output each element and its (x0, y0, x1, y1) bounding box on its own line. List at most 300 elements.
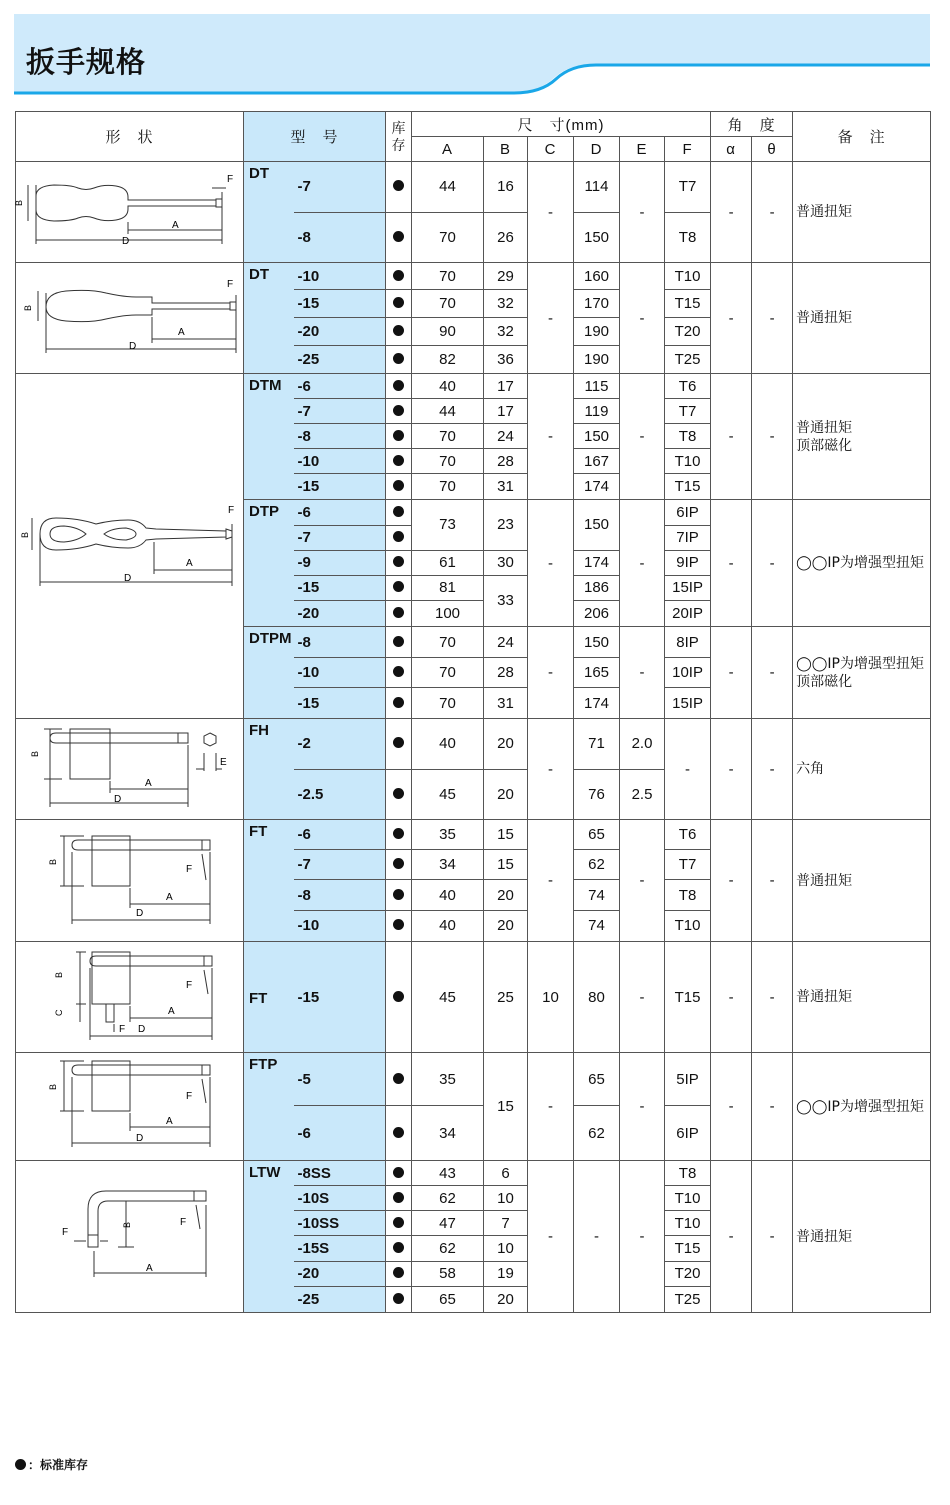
val-d: 174 (574, 474, 620, 500)
stock-cell (386, 162, 412, 213)
stock-dot-icon (393, 919, 404, 930)
model-prefix: FTP (244, 1053, 294, 1161)
label-b: B (14, 199, 24, 206)
label-c: C (54, 1009, 64, 1016)
val-a: 70 (412, 474, 484, 500)
val-d: 74 (574, 880, 620, 910)
shape-ftp (16, 1053, 244, 1161)
stock-dot-icon (393, 666, 404, 677)
stock-cell (386, 1286, 412, 1312)
val-f: T7 (665, 399, 711, 424)
val-b: 30 (484, 550, 528, 575)
val-f: T20 (665, 1261, 711, 1286)
remark: 普通扭矩 (793, 820, 931, 942)
table-row (16, 1053, 931, 1106)
header-remark: 备 注 (793, 112, 931, 162)
val-alpha: - (711, 719, 752, 820)
val-b: 6 (484, 1161, 528, 1186)
model-suffix: -15S (294, 1236, 386, 1261)
remark: 普通扭矩 (793, 162, 931, 263)
val-f: T8 (665, 1161, 711, 1186)
val-a: 100 (412, 601, 484, 627)
val-alpha: - (711, 942, 752, 1053)
val-a: 70 (412, 627, 484, 658)
remark: 普通扭矩 (793, 1161, 931, 1313)
val-f: T25 (665, 346, 711, 374)
val-a: 40 (412, 719, 484, 770)
stock-dot-icon (393, 480, 404, 491)
model-suffix: -15 (294, 575, 386, 601)
val-f: T7 (665, 850, 711, 880)
model-suffix: -6 (294, 374, 386, 399)
stock-cell (386, 1236, 412, 1261)
col-f: F (665, 137, 711, 162)
val-e: - (620, 1053, 665, 1161)
val-a: 45 (412, 769, 484, 820)
val-a: 61 (412, 550, 484, 575)
val-b: 10 (484, 1236, 528, 1261)
table-row (16, 942, 931, 1053)
label-b: B (54, 971, 64, 978)
val-e: - (620, 1161, 665, 1313)
val-a: 35 (412, 820, 484, 850)
val-d: 150 (574, 212, 620, 263)
col-b: B (484, 137, 528, 162)
val-f: T8 (665, 424, 711, 449)
val-d: 115 (574, 374, 620, 399)
val-f: T15 (665, 474, 711, 500)
header-size: 尺 寸(mm) (412, 112, 711, 137)
val-c: - (528, 263, 574, 374)
model-prefix: DT (244, 263, 294, 374)
label-d: D (129, 341, 137, 352)
stock-cell (386, 688, 412, 719)
val-c: - (528, 374, 574, 500)
remark: 普通扭矩 顶部磁化 (793, 374, 931, 500)
val-theta: - (752, 162, 793, 263)
val-f: 6IP (665, 1106, 711, 1161)
model-suffix: -15 (294, 942, 386, 1053)
stock-cell (386, 474, 412, 500)
val-c: - (528, 719, 574, 820)
shape-ft (16, 820, 244, 942)
val-d: 186 (574, 575, 620, 601)
val-a: 44 (412, 162, 484, 213)
val-a: 40 (412, 880, 484, 910)
stock-dot-icon (393, 1267, 404, 1278)
val-f: 5IP (665, 1053, 711, 1106)
label-b: B (48, 1083, 58, 1090)
stock-dot-icon (393, 430, 404, 441)
val-b: 32 (484, 318, 528, 346)
label-a: A (146, 1263, 153, 1274)
label-a: A (166, 1116, 173, 1127)
val-alpha: - (711, 1053, 752, 1161)
col-d: D (574, 137, 620, 162)
label-b: B (23, 304, 33, 311)
remark: 普通扭矩 (793, 263, 931, 374)
val-theta: - (752, 942, 793, 1053)
model-prefix: DTM (244, 374, 294, 500)
val-a: 47 (412, 1211, 484, 1236)
stock-dot-icon (393, 380, 404, 391)
stock-cell (386, 719, 412, 770)
val-f: 20IP (665, 601, 711, 627)
val-a: 34 (412, 850, 484, 880)
label-f2: F (180, 1217, 187, 1228)
val-b: 19 (484, 1261, 528, 1286)
stock-cell (386, 769, 412, 820)
val-alpha: - (711, 263, 752, 374)
shape-fh (16, 719, 244, 820)
stock-dot-icon (393, 607, 404, 618)
stock-dot-icon (393, 697, 404, 708)
val-f: T6 (665, 820, 711, 850)
col-c: C (528, 137, 574, 162)
stock-cell (386, 263, 412, 290)
stock-cell (386, 601, 412, 627)
stock-cell (386, 318, 412, 346)
t-handle-diagram (16, 942, 244, 1052)
model-suffix: -20 (294, 1261, 386, 1286)
val-d: 80 (574, 942, 620, 1053)
val-f: T25 (665, 1286, 711, 1312)
val-b: 32 (484, 290, 528, 318)
val-a: 62 (412, 1236, 484, 1261)
model-prefix: DTPM (244, 627, 294, 719)
val-f: T8 (665, 212, 711, 263)
val-f: T7 (665, 162, 711, 213)
val-f: 9IP (665, 550, 711, 575)
table-row (16, 374, 931, 399)
val-d: 190 (574, 318, 620, 346)
t-handle-diagram (16, 1053, 244, 1160)
label-d: D (114, 794, 122, 805)
val-alpha: - (711, 820, 752, 942)
val-f: 10IP (665, 658, 711, 688)
stock-cell (386, 658, 412, 688)
val-alpha: - (711, 374, 752, 500)
val-d: 170 (574, 290, 620, 318)
l-wrench-diagram (16, 1161, 244, 1312)
val-d: 150 (574, 627, 620, 658)
val-b: 7 (484, 1211, 528, 1236)
val-b: 16 (484, 162, 528, 213)
stock-cell (386, 449, 412, 474)
model-suffix: -2.5 (294, 769, 386, 820)
shape-ltw (16, 1161, 244, 1313)
model-suffix: -15 (294, 474, 386, 500)
val-d: 174 (574, 688, 620, 719)
stock-cell (386, 1186, 412, 1211)
stock-dot-icon (393, 270, 404, 281)
label-b: B (122, 1221, 132, 1228)
val-c: - (528, 1053, 574, 1161)
model-suffix: -8 (294, 880, 386, 910)
model-suffix: -9 (294, 550, 386, 575)
label-d: D (136, 908, 144, 919)
model-suffix: -8 (294, 212, 386, 263)
val-b: 20 (484, 769, 528, 820)
legend-text: ：标准库存 (28, 1458, 89, 1472)
label-a: A (145, 778, 152, 789)
model-prefix: FT (244, 820, 294, 942)
label-b: B (30, 750, 40, 757)
stock-cell (386, 850, 412, 880)
val-c: - (528, 627, 574, 719)
label-f: F (186, 864, 193, 875)
remark: ◯◯IP为增强型扭矩 (793, 500, 931, 627)
label-d: D (136, 1133, 144, 1144)
label-f: F (186, 1091, 193, 1102)
model-suffix: -8 (294, 424, 386, 449)
val-d: 150 (574, 424, 620, 449)
val-theta: - (752, 820, 793, 942)
stock-dot-icon (393, 297, 404, 308)
model-suffix: -10S (294, 1186, 386, 1211)
val-f: 7IP (665, 525, 711, 550)
stock-cell (386, 910, 412, 941)
model-suffix: -10SS (294, 1211, 386, 1236)
val-f: T10 (665, 1211, 711, 1236)
val-theta: - (752, 1161, 793, 1313)
val-a: 81 (412, 575, 484, 601)
screwdriver-diagram (16, 162, 244, 262)
val-b: 33 (484, 575, 528, 627)
model-prefix: DTP (244, 500, 294, 627)
shape-dt-large (16, 263, 244, 374)
val-b: 10 (484, 1186, 528, 1211)
label-a: A (178, 327, 185, 338)
stock-dot-icon (393, 531, 404, 542)
stock-dot-icon (393, 1192, 404, 1203)
val-b: 20 (484, 719, 528, 770)
val-b: 31 (484, 688, 528, 719)
col-a: A (412, 137, 484, 162)
val-b: 28 (484, 658, 528, 688)
model-suffix: -15 (294, 688, 386, 719)
col-theta: θ (752, 137, 793, 162)
val-b: 20 (484, 880, 528, 910)
table-row (16, 1161, 931, 1186)
stock-dot-icon (393, 1127, 404, 1138)
table-row (16, 820, 931, 850)
val-f: 8IP (665, 627, 711, 658)
col-alpha: α (711, 137, 752, 162)
model-suffix: -7 (294, 162, 386, 213)
spec-table (15, 111, 931, 1313)
model-suffix: -8SS (294, 1161, 386, 1186)
stock-dot-icon (393, 506, 404, 517)
val-e: - (620, 374, 665, 500)
val-alpha: - (711, 500, 752, 627)
val-e: - (620, 820, 665, 942)
stock-dot-icon (15, 1459, 26, 1470)
val-a: 35 (412, 1053, 484, 1106)
header-banner (14, 14, 930, 96)
table-row (16, 263, 931, 290)
page-title: 扳手规格 (26, 45, 147, 79)
header-stock: 库存 (386, 112, 412, 162)
val-f: T10 (665, 263, 711, 290)
stock-cell (386, 820, 412, 850)
val-a: 82 (412, 346, 484, 374)
val-c: - (528, 820, 574, 942)
val-a: 73 (412, 500, 484, 551)
val-a: 43 (412, 1161, 484, 1186)
stock-dot-icon (393, 788, 404, 799)
model-suffix: -7 (294, 850, 386, 880)
label-a: A (166, 892, 173, 903)
val-e: - (620, 942, 665, 1053)
val-a: 44 (412, 399, 484, 424)
label-b: B (48, 858, 58, 865)
val-b: 15 (484, 1053, 528, 1161)
model-suffix: -20 (294, 601, 386, 627)
val-e: - (620, 263, 665, 374)
remark: 普通扭矩 (793, 942, 931, 1053)
val-f: T10 (665, 910, 711, 941)
val-b: 17 (484, 374, 528, 399)
stock-dot-icon (393, 581, 404, 592)
model-suffix: -10 (294, 658, 386, 688)
val-d: 62 (574, 850, 620, 880)
stock-dot-icon (393, 180, 404, 191)
val-a: 40 (412, 910, 484, 941)
stock-dot-icon (393, 325, 404, 336)
label-b: B (20, 531, 30, 538)
model-prefix: FH (244, 719, 294, 820)
stock-dot-icon (393, 231, 404, 242)
val-b: 20 (484, 910, 528, 941)
stock-cell (386, 374, 412, 399)
val-b: 24 (484, 627, 528, 658)
val-a: 70 (412, 688, 484, 719)
stock-dot-icon (393, 858, 404, 869)
label-d: D (122, 236, 130, 247)
val-f: T15 (665, 1236, 711, 1261)
stock-dot-icon (393, 828, 404, 839)
stock-dot-icon (393, 556, 404, 567)
stock-dot-icon (393, 737, 404, 748)
stock-cell (386, 575, 412, 601)
val-theta: - (752, 500, 793, 627)
model-suffix: -10 (294, 263, 386, 290)
val-d: 165 (574, 658, 620, 688)
screwdriver-diagram (16, 263, 244, 373)
val-f: - (665, 719, 711, 820)
stock-cell (386, 550, 412, 575)
model-suffix: -25 (294, 1286, 386, 1312)
stock-legend (15, 1456, 88, 1473)
val-f: T8 (665, 880, 711, 910)
model-suffix: -15 (294, 290, 386, 318)
stock-cell (386, 1161, 412, 1186)
val-d: 174 (574, 550, 620, 575)
val-e: - (620, 500, 665, 627)
val-a: 70 (412, 449, 484, 474)
val-d: 167 (574, 449, 620, 474)
val-d: 119 (574, 399, 620, 424)
stock-cell (386, 290, 412, 318)
val-c: - (528, 162, 574, 263)
val-b: 15 (484, 850, 528, 880)
val-b: 36 (484, 346, 528, 374)
val-c: - (528, 500, 574, 627)
stock-dot-icon (393, 1293, 404, 1304)
model-suffix: -25 (294, 346, 386, 374)
val-a: 40 (412, 374, 484, 399)
model-suffix: -6 (294, 1106, 386, 1161)
val-a: 62 (412, 1186, 484, 1211)
val-alpha: - (711, 1161, 752, 1313)
stock-cell (386, 346, 412, 374)
stock-cell (386, 424, 412, 449)
val-b: 25 (484, 942, 528, 1053)
val-e: 2.0 (620, 719, 665, 770)
val-d: 114 (574, 162, 620, 213)
val-c: - (528, 1161, 574, 1313)
val-theta: - (752, 263, 793, 374)
val-d: 190 (574, 346, 620, 374)
val-f: T15 (665, 290, 711, 318)
col-e: E (620, 137, 665, 162)
header-model: 型 号 (244, 112, 386, 162)
val-d: 65 (574, 1053, 620, 1106)
val-d: 71 (574, 719, 620, 770)
screwdriver-diagram (16, 374, 244, 718)
val-f: 15IP (665, 688, 711, 719)
model-suffix: -6 (294, 500, 386, 526)
label-e: E (220, 757, 227, 768)
val-b: 17 (484, 399, 528, 424)
val-d: 62 (574, 1106, 620, 1161)
model-suffix: -10 (294, 910, 386, 941)
val-a: 70 (412, 263, 484, 290)
val-b: 26 (484, 212, 528, 263)
remark: 六角 (793, 719, 931, 820)
val-theta: - (752, 719, 793, 820)
hex-key-diagram (16, 719, 244, 819)
val-d: 76 (574, 769, 620, 820)
label-d: D (138, 1024, 146, 1035)
stock-cell (386, 627, 412, 658)
val-c: 10 (528, 942, 574, 1053)
remark: ◯◯IP为增强型扭矩 (793, 1053, 931, 1161)
stock-dot-icon (393, 636, 404, 647)
val-a: 45 (412, 942, 484, 1053)
val-a: 70 (412, 424, 484, 449)
label-a: A (172, 220, 179, 231)
stock-dot-icon (393, 889, 404, 900)
val-d: 150 (574, 500, 620, 551)
val-d: 160 (574, 263, 620, 290)
stock-cell (386, 399, 412, 424)
label-f: F (227, 174, 234, 185)
val-a: 90 (412, 318, 484, 346)
val-theta: - (752, 1053, 793, 1161)
val-e: 2.5 (620, 769, 665, 820)
model-suffix: -10 (294, 449, 386, 474)
val-f: T10 (665, 449, 711, 474)
val-e: - (620, 627, 665, 719)
val-b: 28 (484, 449, 528, 474)
val-d: - (574, 1161, 620, 1313)
label-a: A (186, 558, 193, 569)
val-d: 74 (574, 910, 620, 941)
stock-dot-icon (393, 455, 404, 466)
page-header (14, 14, 930, 96)
